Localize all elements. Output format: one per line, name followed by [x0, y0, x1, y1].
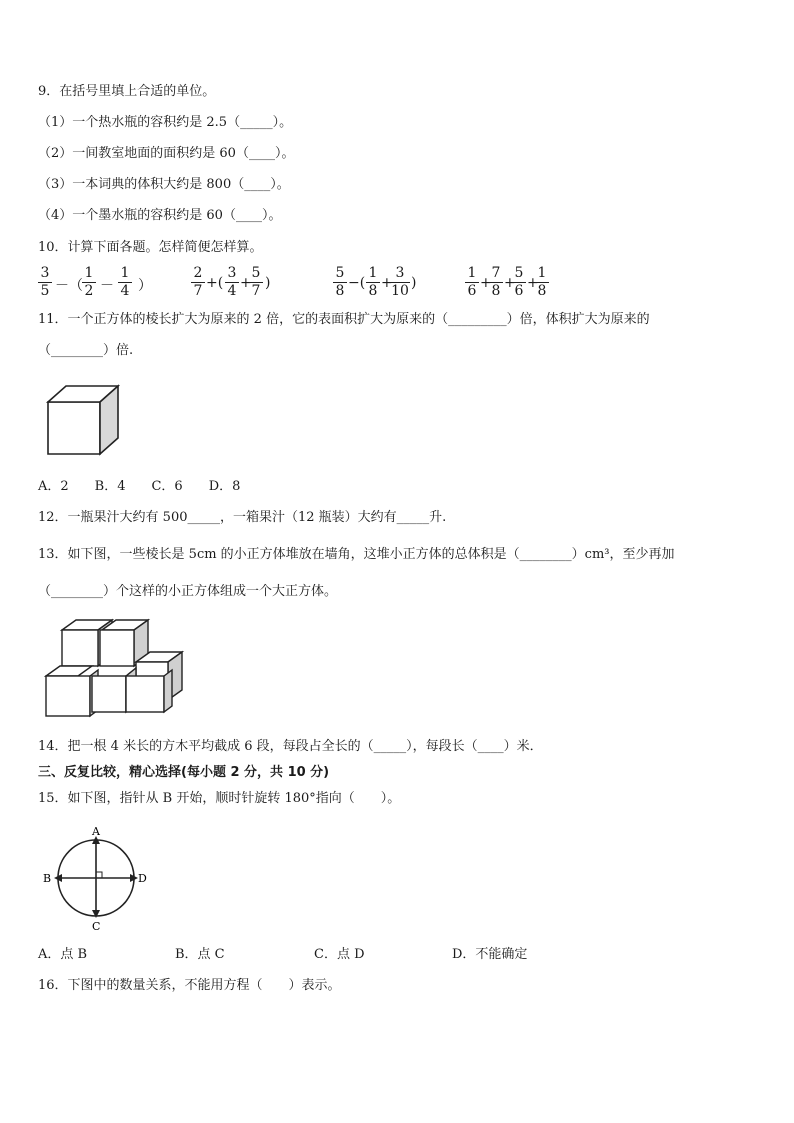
q13-line-2: （________）个这样的小正方体组成一个大正方体。	[38, 584, 338, 599]
q9-title: 9．在括号里填上合适的单位。	[38, 84, 216, 99]
label-c: C	[92, 920, 101, 933]
label-d: D	[138, 872, 147, 885]
q11-line-1: 11．一个正方体的棱长扩大为原来的 2 倍，它的表面积扩大为原来的（_________）倍，体积扩大为原来的	[38, 312, 650, 327]
cube-figure	[44, 384, 124, 458]
label-b: B	[43, 872, 52, 885]
q15-text: 15．如下图，指针从 B 开始，顺时针旋转 180°指向（ ）。	[38, 791, 401, 806]
q13-line-1: 13．如下图，一些棱长是 5cm 的小正方体堆放在墙角，这堆小正方体的总体积是（________）cm³，至少再加	[38, 547, 675, 562]
q9-item-2: （2）一间教室地面的面积约是 60（____）。	[38, 146, 295, 161]
q12-text: 12．一瓶果汁大约有 500_____，一箱果汁（12 瓶装）大约有_____升.	[38, 510, 447, 525]
q9-item-4: （4）一个墨水瓶的容积约是 60（____）。	[38, 208, 282, 223]
q15-option-c: C．点 D	[314, 947, 365, 962]
q9-item-3: （3）一本词典的体积大约是 800（____）。	[38, 177, 290, 192]
q15-option-b: B．点 C	[175, 947, 225, 962]
compass-dial-figure	[40, 824, 152, 932]
q16-text: 16．下图中的数量关系，不能用方程（ ）表示。	[38, 978, 341, 993]
q9-item-1: （1）一个热水瓶的容积约是 2.5（_____）。	[38, 115, 293, 130]
section-3-title: 三、反复比较，精心选择(每小题 2 分，共 10 分)	[38, 765, 330, 780]
q11-line-2: （________）倍.	[38, 343, 134, 358]
q10-title: 10．计算下面各题。怎样简便怎样算。	[38, 240, 263, 255]
q11-options: A．2 B．4 C．6 D．8	[38, 479, 241, 494]
q14-text: 14．把一根 4 米长的方木平均截成 6 段，每段占全长的（_____），每段长（____）米．	[38, 739, 543, 754]
q15-option-d: D．不能确定	[452, 947, 528, 962]
label-a: A	[92, 825, 100, 838]
q15-option-a: A．点 B	[38, 947, 88, 962]
stacked-cubes-figure	[44, 616, 186, 720]
